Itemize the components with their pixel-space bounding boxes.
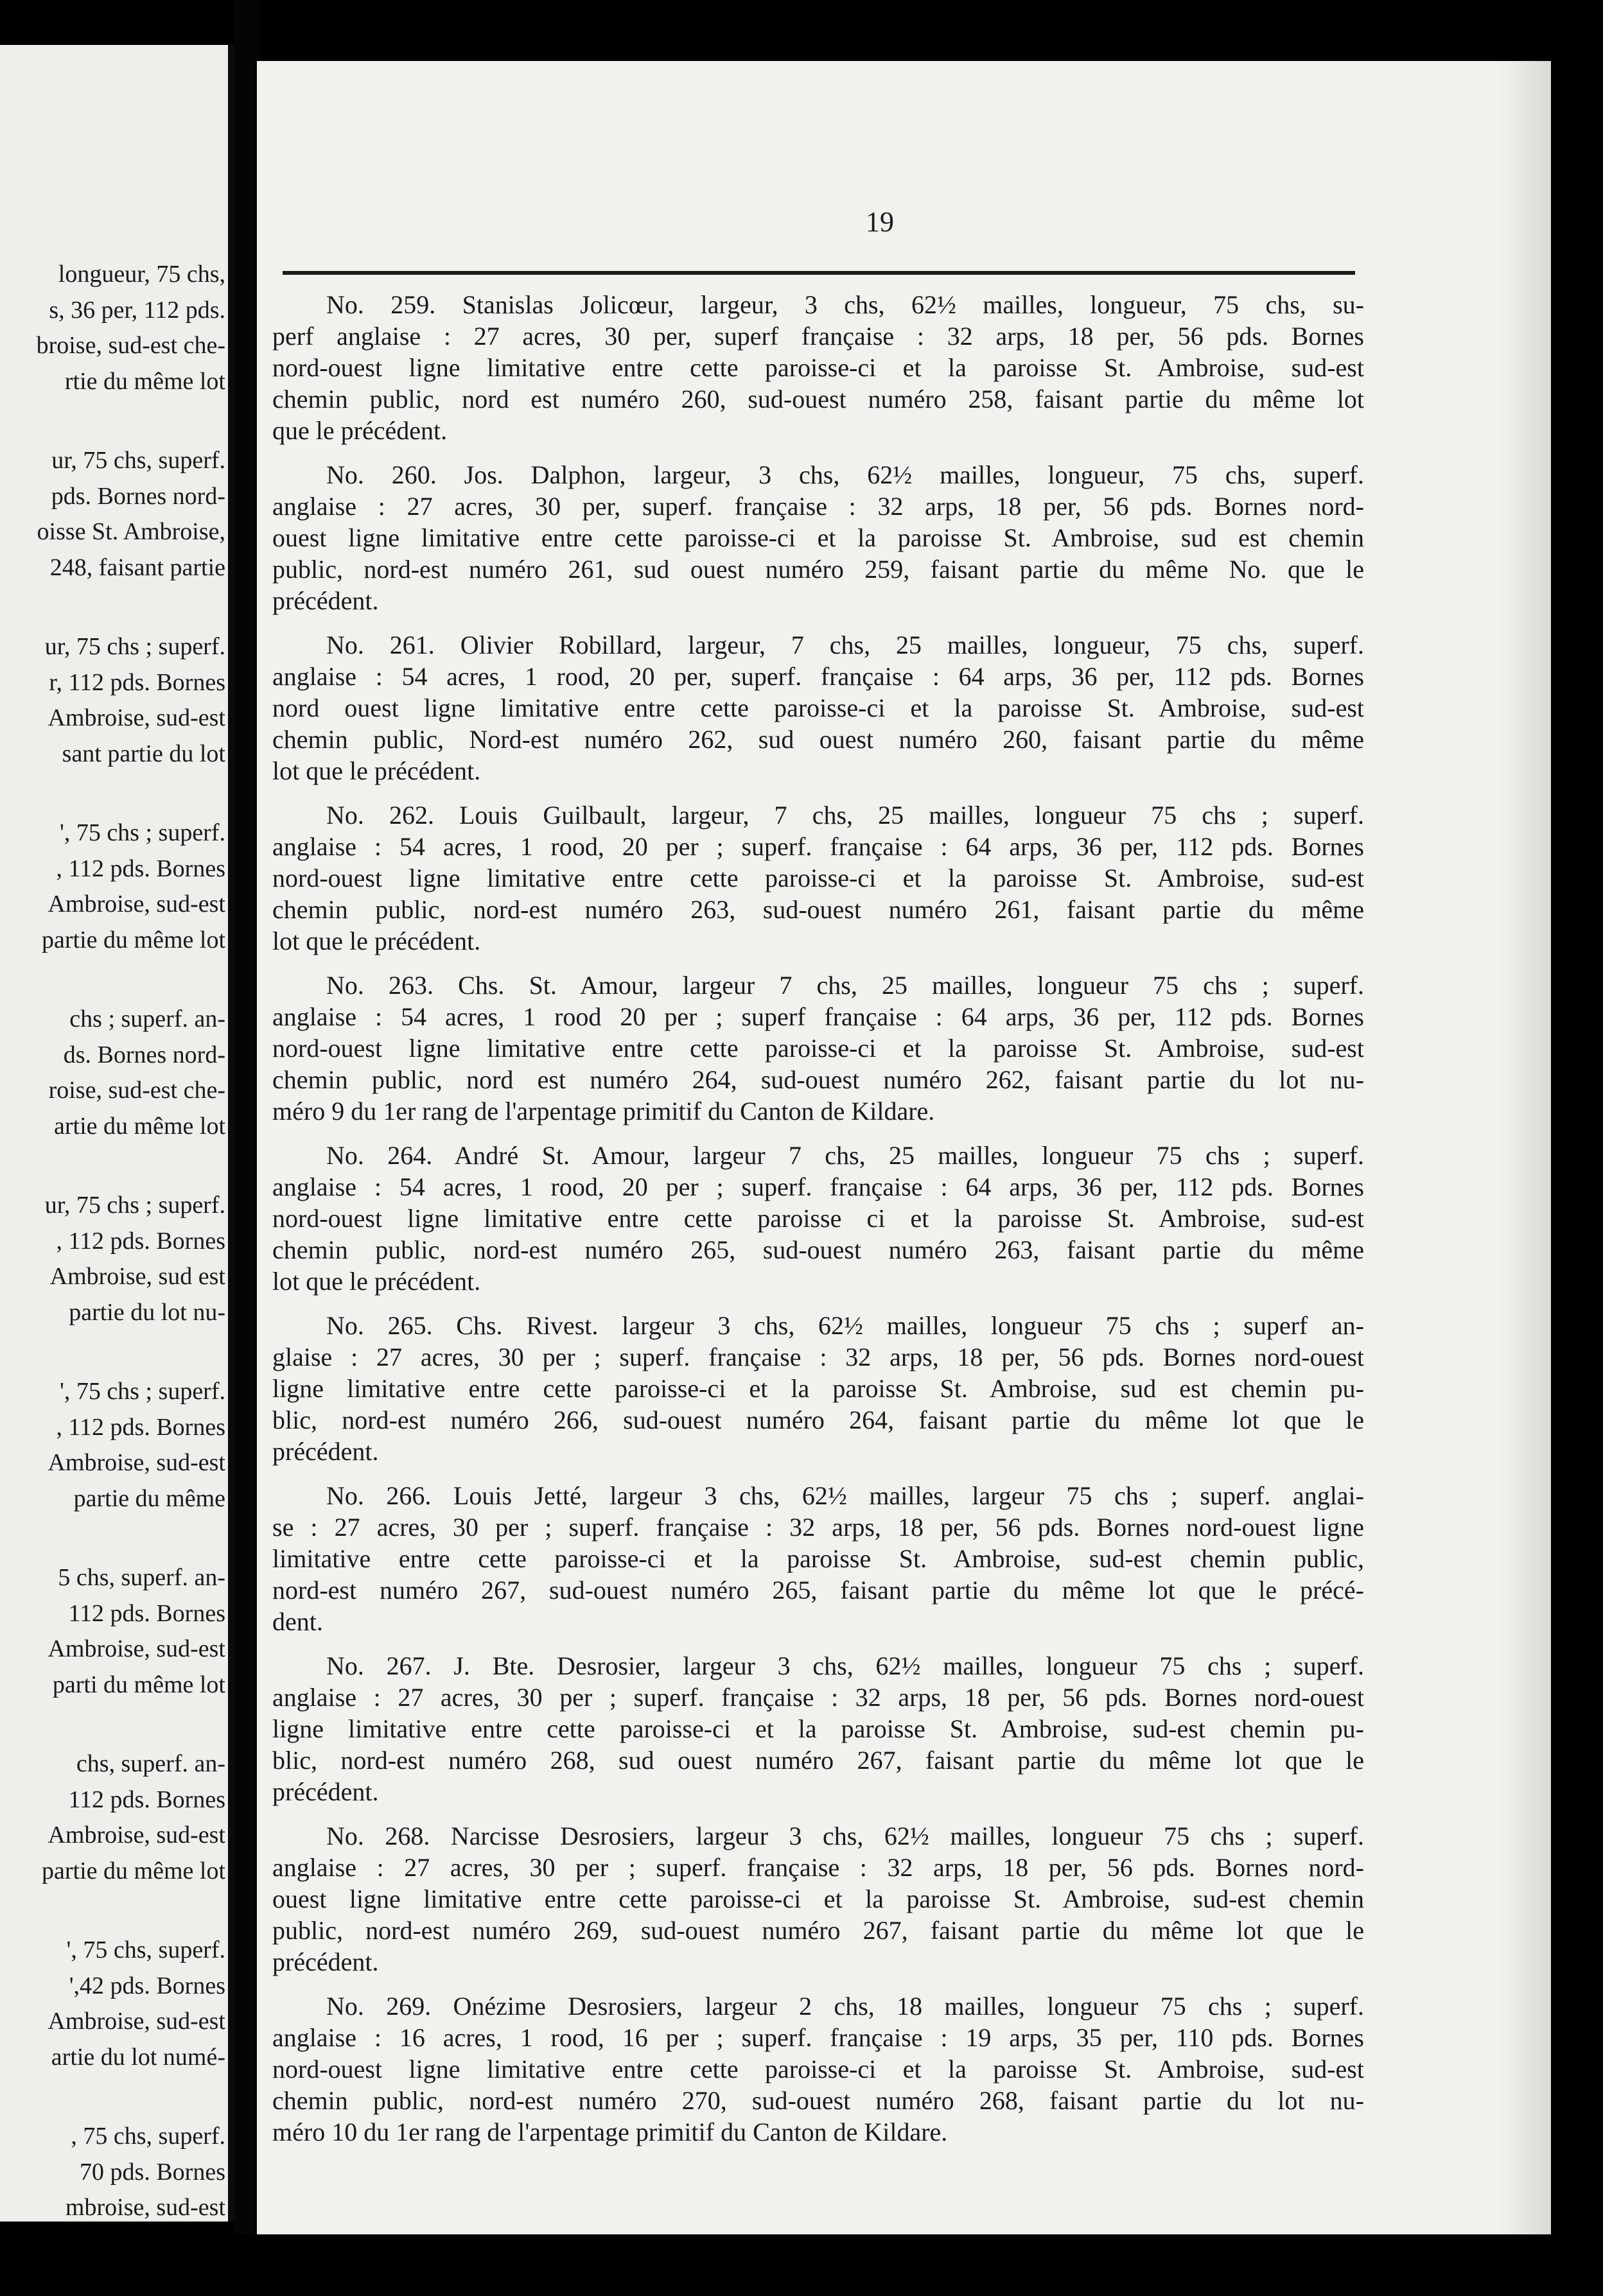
left-fragment-line: Ambroise, sud-est bbox=[48, 1449, 225, 1476]
entry-line: nord-ouest ligne limitative entre cette paroisse ci et la paroisse St. Ambroise, sud-est bbox=[272, 1204, 1364, 1233]
left-fragment-line: ur, 75 chs ; superf. bbox=[44, 1192, 225, 1219]
entry-line: précédent. bbox=[272, 586, 379, 615]
page-edge-shadow bbox=[1500, 61, 1551, 2234]
entry-line: anglaise : 54 acres, 1 rood, 20 per, superf. française : 64 arps, 36 per, 112 pds. Bornes bbox=[272, 662, 1364, 691]
entry-line: public, nord-est numéro 261, sud ouest numéro 259, faisant partie du même No. que le bbox=[272, 555, 1364, 584]
entry-line: ligne limitative entre cette paroisse-ci et la paroisse St. Ambroise, sud est chemin pu- bbox=[272, 1374, 1364, 1403]
left-fragment-gap bbox=[0, 586, 225, 629]
entry-line: précédent. bbox=[272, 1947, 379, 1976]
left-page-text bbox=[0, 257, 225, 2261]
entry-line: anglaise : 27 acres, 30 per, superf. française : 32 arps, 18 per, 56 pds. Bornes nord- bbox=[272, 492, 1364, 521]
entry-line: No. 267. J. Bte. Desrosier, largeur 3 chs, 62½ mailles, longueur 75 chs ; superf. bbox=[326, 1651, 1364, 1680]
book-gutter bbox=[234, 0, 260, 2296]
left-fragment-line: 5 chs, superf. an- bbox=[58, 1564, 225, 1591]
lot-entries bbox=[272, 289, 1364, 2161]
left-fragment-line: r, 112 pds. Bornes bbox=[49, 668, 225, 696]
entry-line: anglaise : 54 acres, 1 rood, 20 per ; superf. française : 64 arps, 36 per, 112 pds. Bornes bbox=[272, 832, 1364, 861]
entry-line: anglaise : 54 acres, 1 rood 20 per ; superf française : 64 arps, 36 per, 112 pds. Bornes bbox=[272, 1002, 1364, 1031]
entry-line: nord-ouest ligne limitative entre cette paroisse-ci et la paroisse St. Ambroise, sud-est bbox=[272, 353, 1364, 382]
page-number: 19 bbox=[866, 206, 894, 238]
entry-line: No. 265. Chs. Rivest. largeur 3 chs, 62½ mailles, longueur 75 chs ; superf an- bbox=[326, 1311, 1364, 1340]
left-fragment-line: Ambroise, sud-est bbox=[48, 704, 225, 731]
left-page-fragment bbox=[0, 45, 234, 2222]
entry-line: chemin public, nord est numéro 264, sud-ouest numéro 262, faisant partie du lot nu- bbox=[272, 1065, 1364, 1094]
entry-line: nord-est numéro 267, sud-ouest numéro 265, faisant partie du même lot que le précé- bbox=[272, 1576, 1364, 1605]
left-fragment-gap bbox=[0, 1144, 225, 1188]
left-fragment-gap bbox=[0, 772, 225, 815]
left-fragment-line: Ambroise, sud est bbox=[49, 1263, 225, 1290]
lot-entry bbox=[272, 1310, 1364, 1467]
left-fragment-line: roise, sud-est che- bbox=[48, 1077, 225, 1104]
entry-line: No. 262. Louis Guilbault, largeur, 7 chs, 25 mailles, longueur 75 chs ; superf. bbox=[326, 801, 1364, 830]
entry-line: blic, nord-est numéro 268, sud ouest numéro 267, faisant partie du même lot que le bbox=[272, 1746, 1364, 1775]
left-fragment-line: ds. Bornes nord- bbox=[63, 1041, 225, 1068]
entry-line: méro 9 du 1er rang de l'arpentage primitif du Canton de Kildare. bbox=[272, 1097, 935, 1126]
lot-entry bbox=[272, 459, 1364, 616]
main-page bbox=[257, 61, 1551, 2234]
left-fragment-line: Ambroise, sud-est bbox=[48, 1822, 225, 1848]
entry-line: chemin public, nord est numéro 260, sud-ouest numéro 258, faisant partie du même lot bbox=[272, 385, 1364, 413]
lot-entry bbox=[272, 1480, 1364, 1637]
left-fragment-line: partie du lot nu- bbox=[69, 1298, 225, 1326]
left-page-border-rule bbox=[228, 45, 234, 2222]
entry-line: ligne limitative entre cette paroisse-ci et la paroisse St. Ambroise, sud-est chemin pu- bbox=[272, 1714, 1364, 1743]
left-fragment-line: , 112 pds. Bornes bbox=[56, 1227, 225, 1255]
left-fragment-line: s, 36 per, 112 pds. bbox=[49, 296, 225, 324]
entry-line: lot que le précédent. bbox=[272, 926, 481, 955]
header-rule bbox=[283, 271, 1355, 275]
left-fragment-line: , 75 chs, superf. bbox=[71, 2123, 225, 2150]
left-fragment-gap bbox=[0, 1889, 225, 1933]
left-fragment-line: 112 pds. Bornes bbox=[68, 1599, 225, 1627]
left-fragment-line: artie du même lot bbox=[54, 1112, 225, 1140]
left-fragment-line: , 112 pds. Bornes bbox=[56, 1413, 225, 1441]
left-fragment-line: broise, sud-est che- bbox=[36, 332, 225, 359]
left-fragment-line: partie du même lot bbox=[42, 926, 225, 953]
left-fragment-gap bbox=[0, 958, 225, 1002]
entry-line: nord-ouest ligne limitative entre cette paroisse-ci et la paroisse St. Ambroise, sud-est bbox=[272, 2055, 1364, 2083]
left-fragment-line: Ambroise, sud-est bbox=[48, 891, 225, 918]
left-fragment-line: artie du lot numé- bbox=[51, 2043, 225, 2071]
scan-bottom-border bbox=[0, 2234, 1603, 2296]
left-fragment-line: oisse St. Ambroise, bbox=[37, 518, 225, 545]
entry-line: anglaise : 54 acres, 1 rood, 20 per ; superf. française : 64 arps, 36 per, 112 pds. Bornes bbox=[272, 1172, 1364, 1201]
left-fragment-gap bbox=[0, 2075, 225, 2119]
lot-entry bbox=[272, 1140, 1364, 1297]
left-fragment-line: ',42 pds. Bornes bbox=[69, 1972, 225, 1999]
lot-entry bbox=[272, 1650, 1364, 1807]
lot-entry bbox=[272, 289, 1364, 446]
entry-line: chemin public, nord-est numéro 270, sud-ouest numéro 268, faisant partie du lot nu- bbox=[272, 2086, 1364, 2115]
left-fragment-line: chs ; superf. an- bbox=[69, 1005, 225, 1032]
left-fragment-line: ', 75 chs, superf. bbox=[66, 1936, 225, 1963]
entry-line: lot que le précédent. bbox=[272, 756, 481, 785]
left-fragment-line: longueur, 75 chs, bbox=[58, 261, 225, 288]
entry-line: blic, nord-est numéro 266, sud-ouest numéro 264, faisant partie du même lot que le bbox=[272, 1405, 1364, 1434]
lot-entry bbox=[272, 1990, 1364, 2148]
entry-line: public, nord-est numéro 269, sud-ouest numéro 267, faisant partie du même lot que le bbox=[272, 1916, 1364, 1945]
entry-line: que le précédent. bbox=[272, 416, 448, 445]
left-fragment-line: 248, faisant partie bbox=[49, 553, 225, 581]
entry-line: No. 264. André St. Amour, largeur 7 chs, 25 mailles, longueur 75 chs ; superf. bbox=[326, 1141, 1364, 1170]
left-fragment-line: partie du même lot bbox=[42, 1857, 225, 1884]
left-fragment-gap bbox=[0, 1517, 225, 1560]
entry-line: méro 10 du 1er rang de l'arpentage primitif du Canton de Kildare. bbox=[272, 2118, 948, 2146]
lot-entry bbox=[272, 1820, 1364, 1978]
entry-line: lot que le précédent. bbox=[272, 1267, 481, 1296]
entry-line: anglaise : 27 acres, 30 per ; superf. française : 32 arps, 18 per, 56 pds. Bornes nord- bbox=[272, 1853, 1364, 1882]
left-fragment-line: 70 pds. Bornes bbox=[80, 2158, 225, 2186]
entry-line: glaise : 27 acres, 30 per ; superf. française : 32 arps, 18 per, 56 pds. Bornes nord-ouest bbox=[272, 1343, 1364, 1371]
entry-line: anglaise : 27 acres, 30 per ; superf. française : 32 arps, 18 per, 56 pds. Bornes nord-ouest bbox=[272, 1683, 1364, 1712]
left-fragment-line: sant partie du lot bbox=[62, 740, 225, 767]
entry-line: No. 261. Olivier Robillard, largeur, 7 chs, 25 mailles, longueur, 75 chs, superf. bbox=[326, 631, 1364, 659]
entry-line: précédent. bbox=[272, 1437, 379, 1466]
left-fragment-line: pds. Bornes nord- bbox=[51, 482, 225, 510]
entry-line: ouest ligne limitative entre cette paroisse-ci et la paroisse St. Ambroise, sud est chemin bbox=[272, 523, 1364, 552]
left-fragment-line: Ambroise, sud-est bbox=[48, 2008, 225, 2035]
left-fragment-line: partie du même bbox=[73, 1484, 225, 1512]
entry-line: No. 269. Onézime Desrosiers, largeur 2 chs, 18 mailles, longueur 75 chs ; superf. bbox=[326, 1992, 1364, 2021]
lot-entry bbox=[272, 799, 1364, 957]
entry-line: dent. bbox=[272, 1607, 323, 1636]
left-fragment-line: ur, 75 chs ; superf. bbox=[44, 633, 225, 660]
left-fragment-line: , 112 pds. Bornes bbox=[56, 855, 225, 882]
entry-line: précédent. bbox=[272, 1777, 379, 1806]
entry-line: No. 260. Jos. Dalphon, largeur, 3 chs, 62½ mailles, longueur, 75 chs, superf. bbox=[326, 460, 1364, 489]
entry-line: No. 268. Narcisse Desrosiers, largeur 3 chs, 62½ mailles, longueur 75 chs ; superf. bbox=[326, 1822, 1364, 1850]
left-fragment-line: ', 75 chs ; superf. bbox=[59, 1378, 225, 1405]
entry-line: No. 266. Louis Jetté, largeur 3 chs, 62½ mailles, largeur 75 chs ; superf. anglai- bbox=[326, 1481, 1364, 1510]
left-fragment-line: rtie du même lot bbox=[64, 367, 225, 395]
entry-line: No. 259. Stanislas Jolicœur, largeur, 3 chs, 62½ mailles, longueur, 75 chs, su- bbox=[326, 290, 1364, 319]
entry-line: chemin public, nord-est numéro 265, sud-ouest numéro 263, faisant partie du même bbox=[272, 1235, 1364, 1264]
lot-entry bbox=[272, 970, 1364, 1127]
entry-line: anglaise : 16 acres, 1 rood, 16 per ; superf. française : 19 arps, 35 per, 110 pds. Bornes bbox=[272, 2023, 1364, 2052]
left-fragment-gap bbox=[0, 1703, 225, 1746]
left-fragment-line: chs, superf. an- bbox=[76, 1750, 225, 1777]
entry-line: No. 263. Chs. St. Amour, largeur 7 chs, 25 mailles, longueur 75 chs ; superf. bbox=[326, 971, 1364, 1000]
left-fragment-line: Ambroise, sud-est bbox=[48, 1635, 225, 1662]
entry-line: limitative entre cette paroisse-ci et la paroisse St. Ambroise, sud-est chemin public, bbox=[272, 1544, 1364, 1573]
entry-line: chemin public, Nord-est numéro 262, sud ouest numéro 260, faisant partie du même bbox=[272, 725, 1364, 754]
entry-line: se : 27 acres, 30 per ; superf. française : 32 arps, 18 per, 56 pds. Bornes nord-ouest ligne bbox=[272, 1513, 1364, 1542]
left-fragment-gap bbox=[0, 399, 225, 443]
entry-line: nord ouest ligne limitative entre cette paroisse-ci et la paroisse St. Ambroise, sud-est bbox=[272, 693, 1364, 722]
entry-line: nord-ouest ligne limitative entre cette paroisse-ci et la paroisse St. Ambroise, sud-est bbox=[272, 1034, 1364, 1063]
left-fragment-line: ur, 75 chs, superf. bbox=[51, 447, 225, 474]
lot-entry bbox=[272, 629, 1364, 787]
entry-line: ouest ligne limitative entre cette paroisse-ci et la paroisse St. Ambroise, sud-est chemin bbox=[272, 1884, 1364, 1913]
entry-line: nord-ouest ligne limitative entre cette paroisse-ci et la paroisse St. Ambroise, sud-est bbox=[272, 864, 1364, 892]
entry-line: perf anglaise : 27 acres, 30 per, superf française : 32 arps, 18 per, 56 pds. Bornes bbox=[272, 322, 1364, 351]
left-fragment-gap bbox=[0, 1330, 225, 1374]
left-fragment-line: ', 75 chs ; superf. bbox=[59, 819, 225, 846]
left-fragment-line: parti du même lot bbox=[52, 1671, 225, 1698]
left-fragment-line: mbroise, sud-est bbox=[65, 2194, 225, 2221]
entry-line: chemin public, nord-est numéro 263, sud-ouest numéro 261, faisant partie du même bbox=[272, 895, 1364, 924]
left-fragment-line: 112 pds. Bornes bbox=[68, 1786, 225, 1813]
